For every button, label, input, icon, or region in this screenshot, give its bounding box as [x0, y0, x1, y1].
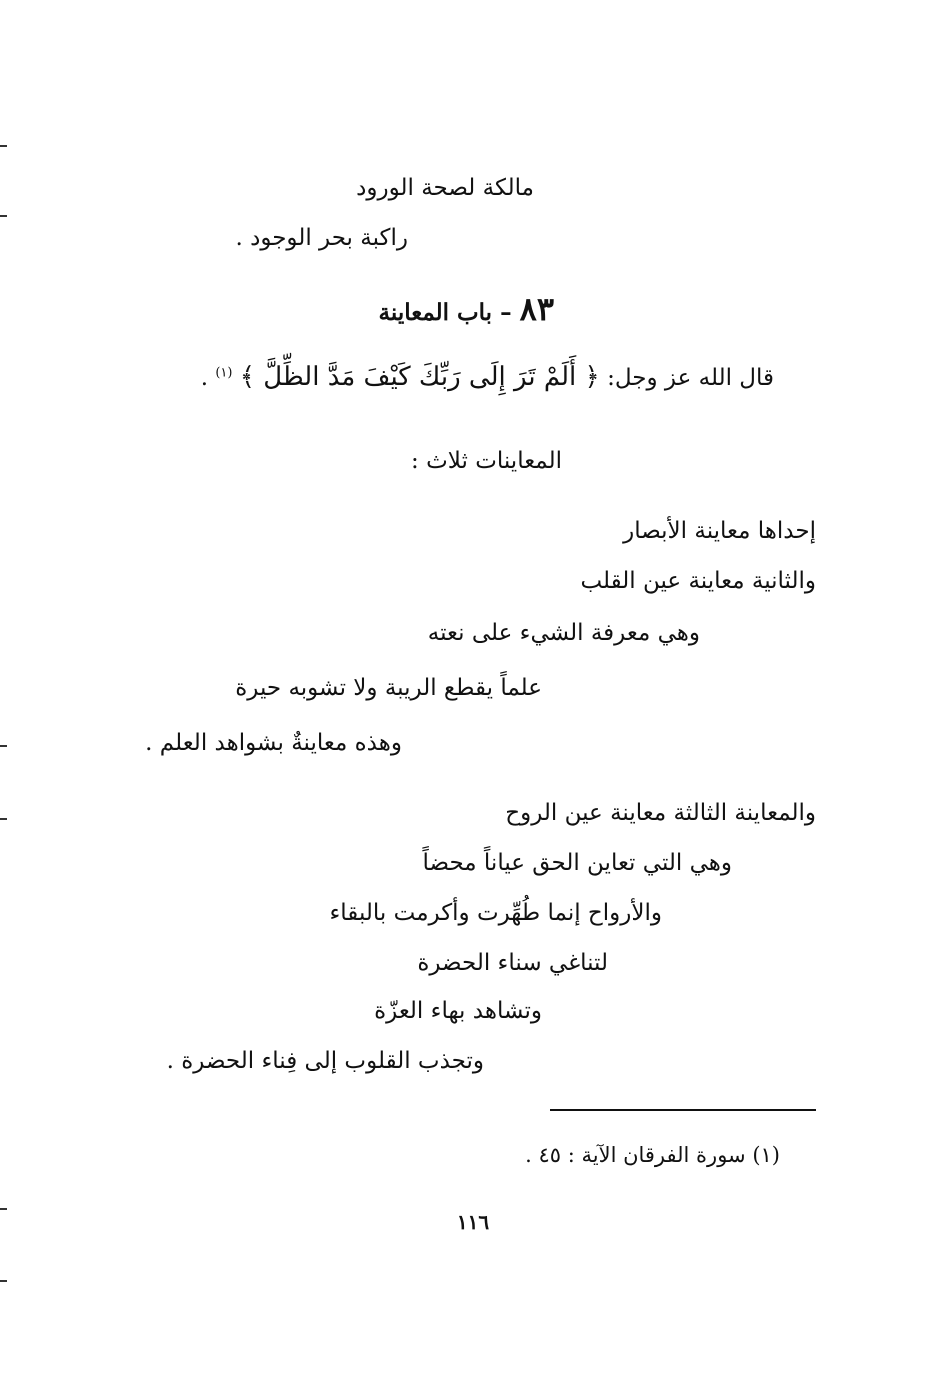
body-line: وهذه معاينةٌ بشواهد العلم .: [145, 730, 402, 756]
poem-line-2: راكبة بحر الوجود .: [235, 225, 408, 251]
section-title: باب المعاينة: [378, 299, 493, 326]
body-line: إحداها معاينة الأبصار: [623, 518, 816, 544]
footnote-ref: (١): [215, 365, 233, 381]
body-line: وتجذب القلوب إلى فِناء الحضرة .: [166, 1048, 484, 1074]
margin-mark: [0, 818, 7, 820]
body-line: لتناغي سناء الحضرة: [417, 950, 608, 976]
page-number: ١١٦: [456, 1210, 490, 1234]
body-line: وتشاهد بهاء العزّة: [374, 998, 542, 1024]
section-heading: [379, 290, 554, 328]
margin-mark: [0, 1280, 7, 1282]
poem-line-1: مالكة لصحة الورود: [356, 175, 534, 201]
quote-intro: قال الله عز وجل:: [607, 365, 774, 391]
section-dash: –: [500, 299, 512, 326]
body-line: وهي معرفة الشيء على نعته: [427, 620, 700, 646]
margin-mark: [0, 215, 7, 217]
margin-mark: [0, 145, 7, 147]
body-line: علماً يقطع الريبة ولا تشوبه حيرة: [235, 675, 542, 701]
footnote: (١) سورة الفرقان الآية : ٤٥ .: [525, 1143, 780, 1167]
margin-mark: [0, 1208, 7, 1210]
footnote-separator: [550, 1109, 816, 1111]
section-number: ٨٣: [519, 290, 554, 328]
body-line: وهي التي تعاين الحق عياناً محضاً: [422, 850, 732, 876]
body-line: والمعاينة الثالثة معاينة عين الروح: [505, 800, 816, 826]
body-line: والأرواح إنما طُهِّرت وأكرمت بالبقاء: [329, 900, 662, 926]
margin-mark: [0, 745, 7, 747]
quran-quote: [201, 362, 774, 393]
body-line: المعاينات ثلاث :: [411, 448, 562, 474]
quote-end: .: [200, 365, 208, 391]
body-line: والثانية معاينة عين القلب: [580, 568, 816, 594]
quote-verse: ﴿ أَلَمْ تَرَ إِلَى رَبِّكَ كَيْفَ مَدَّ الظِّلَّ ﴾: [239, 362, 600, 392]
